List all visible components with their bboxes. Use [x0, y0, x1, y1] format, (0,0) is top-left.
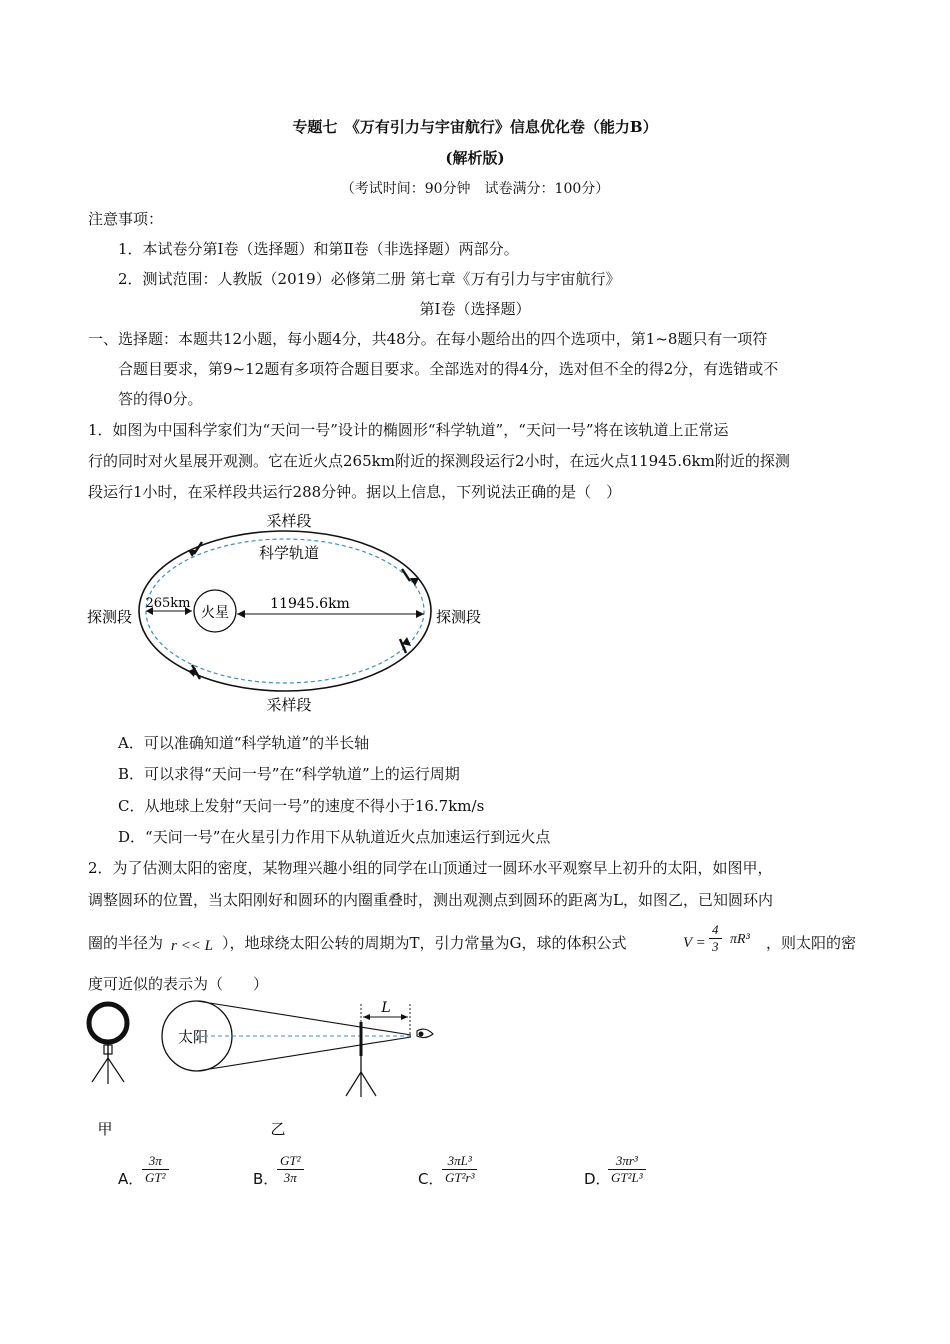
ring-icon [89, 1004, 127, 1042]
q1-option-d[interactable]: D．“天问一号”在火星引力作用下从轨道近火点加速运行到远火点 [118, 828, 551, 846]
q1-option-a[interactable]: A．可以准确知道“科学轨道”的半长轴 [118, 734, 370, 752]
q2-text-line-3c: ，则太阳的密 [766, 934, 857, 952]
q2-formula-fraction: $\frac{4}{3}$ [709, 922, 722, 955]
q1-option-c[interactable]: C．从地球上发射“天问一号”的速度不得小于16.7km/s [118, 797, 485, 815]
q2-option-b-label[interactable]: B． [253, 1170, 279, 1188]
orbit-label: 科学轨道 [258, 544, 320, 562]
page-subtitle: (解析版) [445, 149, 505, 167]
page-title: 专题七 《万有引力与宇宙航行》信息优化卷（能力B） [292, 118, 658, 136]
q1-text-line-3: 段运行1小时，在采样段共运行288分钟。据以上信息，下列说法正确的是（ ） [88, 483, 622, 501]
section-intro-line-2: 合题目要求，第9~12题有多项符合题目要求。全部选对的得4分，选对但不全的得2分，有选错或不 [118, 360, 779, 378]
near-distance-label: 265km [145, 596, 191, 611]
q2-option-a-label[interactable]: A． [118, 1170, 144, 1188]
mars-label: 火星 [201, 605, 229, 621]
q1-text-line-1: 1．如图为中国科学家们为“天问一号”设计的椭圆形“科学轨道”，“天问一号”将在该轨道上正常运 [88, 421, 729, 439]
q2-formula-tail: πR³ [730, 932, 750, 947]
q2-text-line-4: 度可近似的表示为（ ） [88, 975, 269, 993]
notes-heading: 注意事项： [88, 210, 164, 228]
top-sampling-label: 采样段 [266, 512, 312, 530]
q2-option-a-fraction[interactable]: $\frac{3\pi}{\text{GT²}}$ [142, 1153, 169, 1186]
q2-option-c-fraction[interactable]: $\frac{\text{3πL³}}{\text{GT²r³}}$ [442, 1153, 477, 1186]
q2-option-d-fraction[interactable]: $\frac{\text{3πr³}}{\text{GT²L³}}$ [608, 1153, 646, 1186]
section-title: 第Ⅰ卷（选择题） [419, 300, 531, 318]
label-yi: 乙 [270, 1120, 286, 1138]
q2-text-line-3b: ），地球绕太阳公转的周期为T，引力常量为G，球的体积公式 [222, 934, 627, 952]
section-intro-line-1: 一、选择题：本题共12小题，每小题4分，共48分。在每小题给出的四个选项中，第1~8题只有一项符 [88, 330, 768, 348]
q1-text-line-2: 行的同时对火星展开观测。它在近火点265km附近的探测段运行2小时，在远火点11945.6km附近的探测 [88, 452, 790, 470]
q2-formula-v: V = [683, 935, 706, 951]
note-item-2: 2．测试范围：人教版（2019）必修第二册 第七章《万有引力与宇宙航行》 [118, 270, 621, 288]
right-detection-label: 探测段 [436, 608, 482, 626]
q2-option-c-label[interactable]: C． [418, 1170, 444, 1188]
left-detection-label: 探测段 [87, 608, 133, 626]
distance-l-label: L [381, 1000, 391, 1016]
q2-text-line-1: 2．为了估测太阳的密度，某物理兴趣小组的同学在山顶通过一圆环水平观察早上初升的太阳，如图甲， [88, 859, 773, 877]
section-intro-line-3: 答的得0分。 [118, 390, 203, 408]
exam-info: （考试时间：90分钟 试卷满分：100分） [340, 181, 610, 197]
q1-option-b[interactable]: B．可以求得“天问一号”在“科学轨道”上的运行周期 [118, 765, 460, 783]
label-jia: 甲 [97, 1120, 113, 1138]
bottom-sampling-label: 采样段 [266, 696, 312, 714]
far-distance-label: 11945.6km [270, 596, 350, 612]
q2-text-line-2: 调整圆环的位置，当太阳刚好和圆环的内圈重叠时，测出观测点到圆环的距离为L，如图乙，已知圆环内 [88, 891, 773, 909]
note-item-1: 1．本试卷分第Ⅰ卷（选择题）和第Ⅱ卷（非选择题）两部分。 [118, 240, 519, 258]
q2-condition: r << L [171, 938, 213, 954]
sun-figure [84, 996, 444, 1141]
q2-option-d-label[interactable]: D． [584, 1170, 611, 1188]
orbit-figure [84, 506, 504, 718]
q2-option-b-fraction[interactable]: $\frac{\text{GT²}}{3\pi}$ [277, 1153, 304, 1186]
q2-text-line-3a: 圈的半径为 [88, 934, 164, 952]
sun-label: 太阳 [177, 1028, 209, 1046]
